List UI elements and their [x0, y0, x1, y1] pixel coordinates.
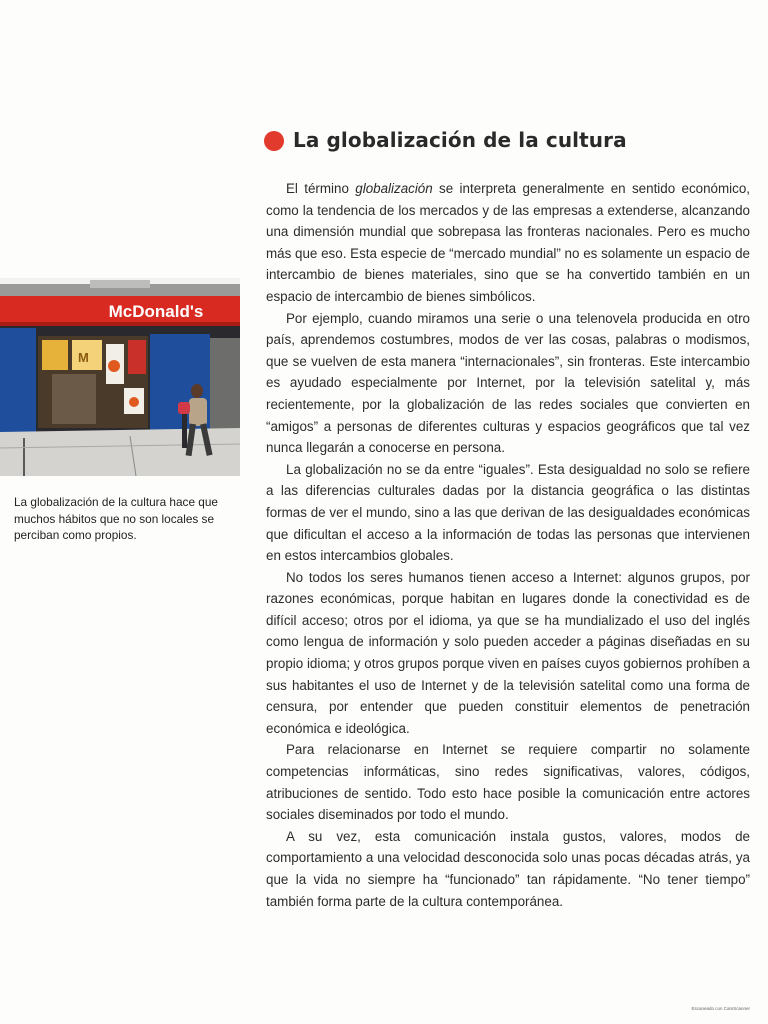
paragraph-text: se interpreta generalmente en sentido económico, como la tendencia de los mercados y de las empresas a extenderse, alcanzando una dimensión mundial que sobrepasa las fronteras nacionales. Pero es mucho más que eso. Esta especie de “mercado mundial” no es solamente un espacio de intercambio de bienes materiales, sino que se ha convertido también en un espacio de intercambio de bienes simbólicos. — [266, 181, 750, 304]
paragraph-2: Por ejemplo, cuando miramos una serie o una telenovela producida en otro país, aprendemos costumbres, modos de ver las cosas, palabras o modismos, que se vuelven de esta manera “internacionales”, sin fronteras. Este intercambio es ayudado especialmente por Internet, por la televisión satelital y, más recientemente, por la globalización de las redes sociales que convierten en “amigos” a personas de diferentes culturas y espacios geográficos que tal vez nunca llegarán a conocerse en persona. — [266, 310, 750, 456]
photo-caption: La globalización de la cultura hace que muchos hábitos que no son locales se perciban como propios. — [14, 495, 218, 542]
paragraph-text: El término — [286, 181, 356, 196]
paragraph-6: A su vez, esta comunicación instala gustos, valores, modos de comportamiento a una velocidad desconocida solo unas pocas décadas atrás, ya que la vida no siempre ha “funcionado” tan rápidamente. “No tener tiempo” también forma parte de la cultura contemporánea. — [266, 828, 750, 909]
emphasized-term: globalización — [355, 181, 433, 196]
svg-text:M: M — [78, 350, 89, 365]
red-bullet-icon — [264, 131, 284, 151]
scanner-watermark: Escaneado con CamScanner — [691, 1006, 750, 1011]
paragraph-4: No todos los seres humanos tienen acceso a Internet: algunos grupos, por razones económicas, porque habitan en lugares donde la conectividad es de difícil acceso; otros por el idioma, ya que se ha mundializado el uso del inglés como lengua de información y solo pueden acceder a páginas diseñadas en su propio idioma; y otros grupos porque viven en países cuyos gobiernos prohíben a sus habitantes el uso de Internet y de la televisión satelital como una forma de censura, por entender que pueden constituir elementos de penetración económica e ideológica. — [266, 569, 750, 736]
page-title: La globalización de la cultura — [293, 128, 627, 152]
storefront-illustration — [0, 278, 240, 476]
blue-column-left — [0, 328, 36, 432]
article-body — [266, 178, 750, 912]
paragraph-1 — [266, 178, 750, 308]
paragraph-5: Para relacionarse en Internet se requiere compartir no solamente competencias informáticas, sino redes significativas, valores, códigos, atribuciones de sentido. Todo esto hace posible la comunicación entre actores sociales diseminados por todo el mundo. — [266, 742, 750, 823]
sign-text: McDonald's — [108, 302, 204, 321]
mcdonalds-storefront-photo — [0, 278, 240, 476]
section-heading — [264, 128, 627, 152]
paragraph-3: La globalización no se da entre “iguales”. Esta desigualdad no solo se refiere a las diferencias culturales dadas por la distancia geográfica o las distintas formas de ver el mundo, sino a las que derivan de las desigualdades económicas que dificultan el acceso a la información de todas las personas que intervienen en estos intercambios globales. — [266, 461, 750, 564]
